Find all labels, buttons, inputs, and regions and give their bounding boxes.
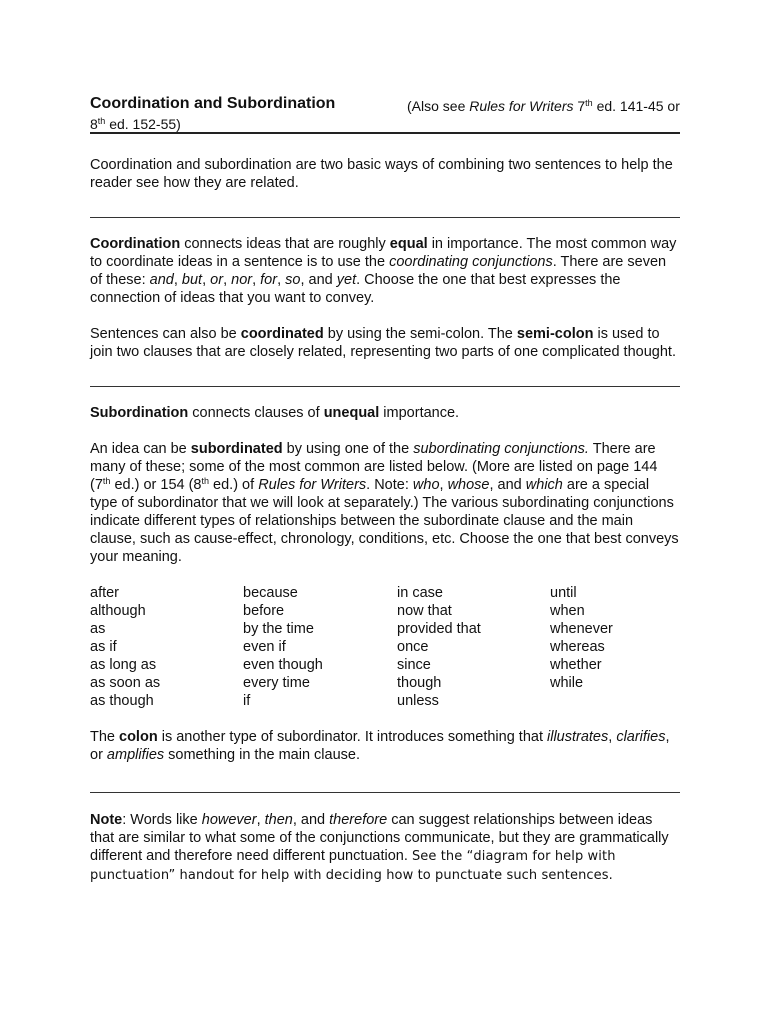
conjunction-item: whether xyxy=(550,657,602,673)
document-page xyxy=(90,94,680,885)
conjunction-item xyxy=(550,692,680,710)
conjunction-item: while xyxy=(550,675,584,691)
conjunction-item: as xyxy=(90,621,106,637)
coordination-paragraph: Coordination connects ideas that are roughly equal in importance. The most common way to coordinate ideas in a sentence is to use the coordinating conjunctions. There are seven of these: and, but, or, nor, for, so, and yet. Choose the one that best expresses the connection of ideas that you want to convey. xyxy=(90,236,677,306)
conjunction-item: even if xyxy=(243,639,286,655)
conjunction-item: until xyxy=(550,585,577,601)
conjunction-item: although xyxy=(90,603,146,619)
conjunction-item: whereas xyxy=(550,639,605,655)
conjunction-item: in case xyxy=(397,585,443,601)
conjunction-item: once xyxy=(397,639,429,655)
colon-paragraph: The colon is another type of subordinator. It introduces something that illustrates, clarifies, or amplifies something in the main clause. xyxy=(90,729,670,763)
subordinators-paragraph: An idea can be subordinated by using one of the subordinating conjunctions. There are many of these; some of the most common are listed below. (More are listed on page 144 (7th ed.) or 154 (8th ed.) of Rules for Writers. Note: who, whose, and which are a special type of subordinator that we will look at separately.) The various subordinating conjunctions indicate different types of relationships between the subordinate clause and the main clause, such as cause-effect, chronology, conditions, etc. Choose the one that best conveys your meaning. xyxy=(90,441,679,565)
conjunction-item: because xyxy=(243,585,298,601)
conjunction-item: when xyxy=(550,603,585,619)
section-divider xyxy=(90,792,680,793)
conjunction-item: by the time xyxy=(243,621,314,637)
conjunction-item: before xyxy=(243,603,285,619)
conjunction-item: after xyxy=(90,585,120,601)
conjunction-item: since xyxy=(397,657,431,673)
reference-note-continued: 8th ed. 152-55) xyxy=(90,116,181,132)
reference-note: (Also see Rules for Writers 7th ed. 141-45 or xyxy=(407,98,680,114)
conjunction-item: though xyxy=(397,675,442,691)
document-header xyxy=(90,94,680,130)
conjunction-item: provided that xyxy=(397,621,481,637)
conjunction-item: now that xyxy=(397,603,452,619)
semicolon-paragraph: Sentences can also be coordinated by using the semi-colon. The semi-colon is used to join two clauses that are closely related, representing two parts of one complicated thought. xyxy=(90,326,676,360)
conjunction-item: every time xyxy=(243,675,310,691)
conjunction-item: as though xyxy=(90,693,154,709)
intro-paragraph: Coordination and subordination are two basic ways of combining two sentences to help the reader see how they are related. xyxy=(90,157,673,191)
section-divider xyxy=(90,217,680,218)
conjunction-item: as if xyxy=(90,639,117,655)
conjunction-item: as long as xyxy=(90,657,157,673)
conjunction-item: if xyxy=(243,693,251,709)
conjunction-list xyxy=(90,584,680,710)
document-title: Coordination and Subordination xyxy=(90,95,336,112)
conjunction-item: as soon as xyxy=(90,675,161,691)
subordination-paragraph: Subordination connects clauses of unequal importance. xyxy=(90,405,460,421)
section-divider xyxy=(90,386,680,387)
note-paragraph: Note: Words like however, then, and therefore can suggest relationships between ideas that are similar to what some of the conjunctions communicate, but they are grammatically different and therefore need different punctuation. See the “diagram for help with punctuation” handout for help with deciding how to punctuate such sentences. xyxy=(90,812,669,883)
conjunction-item: even though xyxy=(243,657,323,673)
conjunction-item: unless xyxy=(397,693,439,709)
conjunction-item: whenever xyxy=(550,621,613,637)
